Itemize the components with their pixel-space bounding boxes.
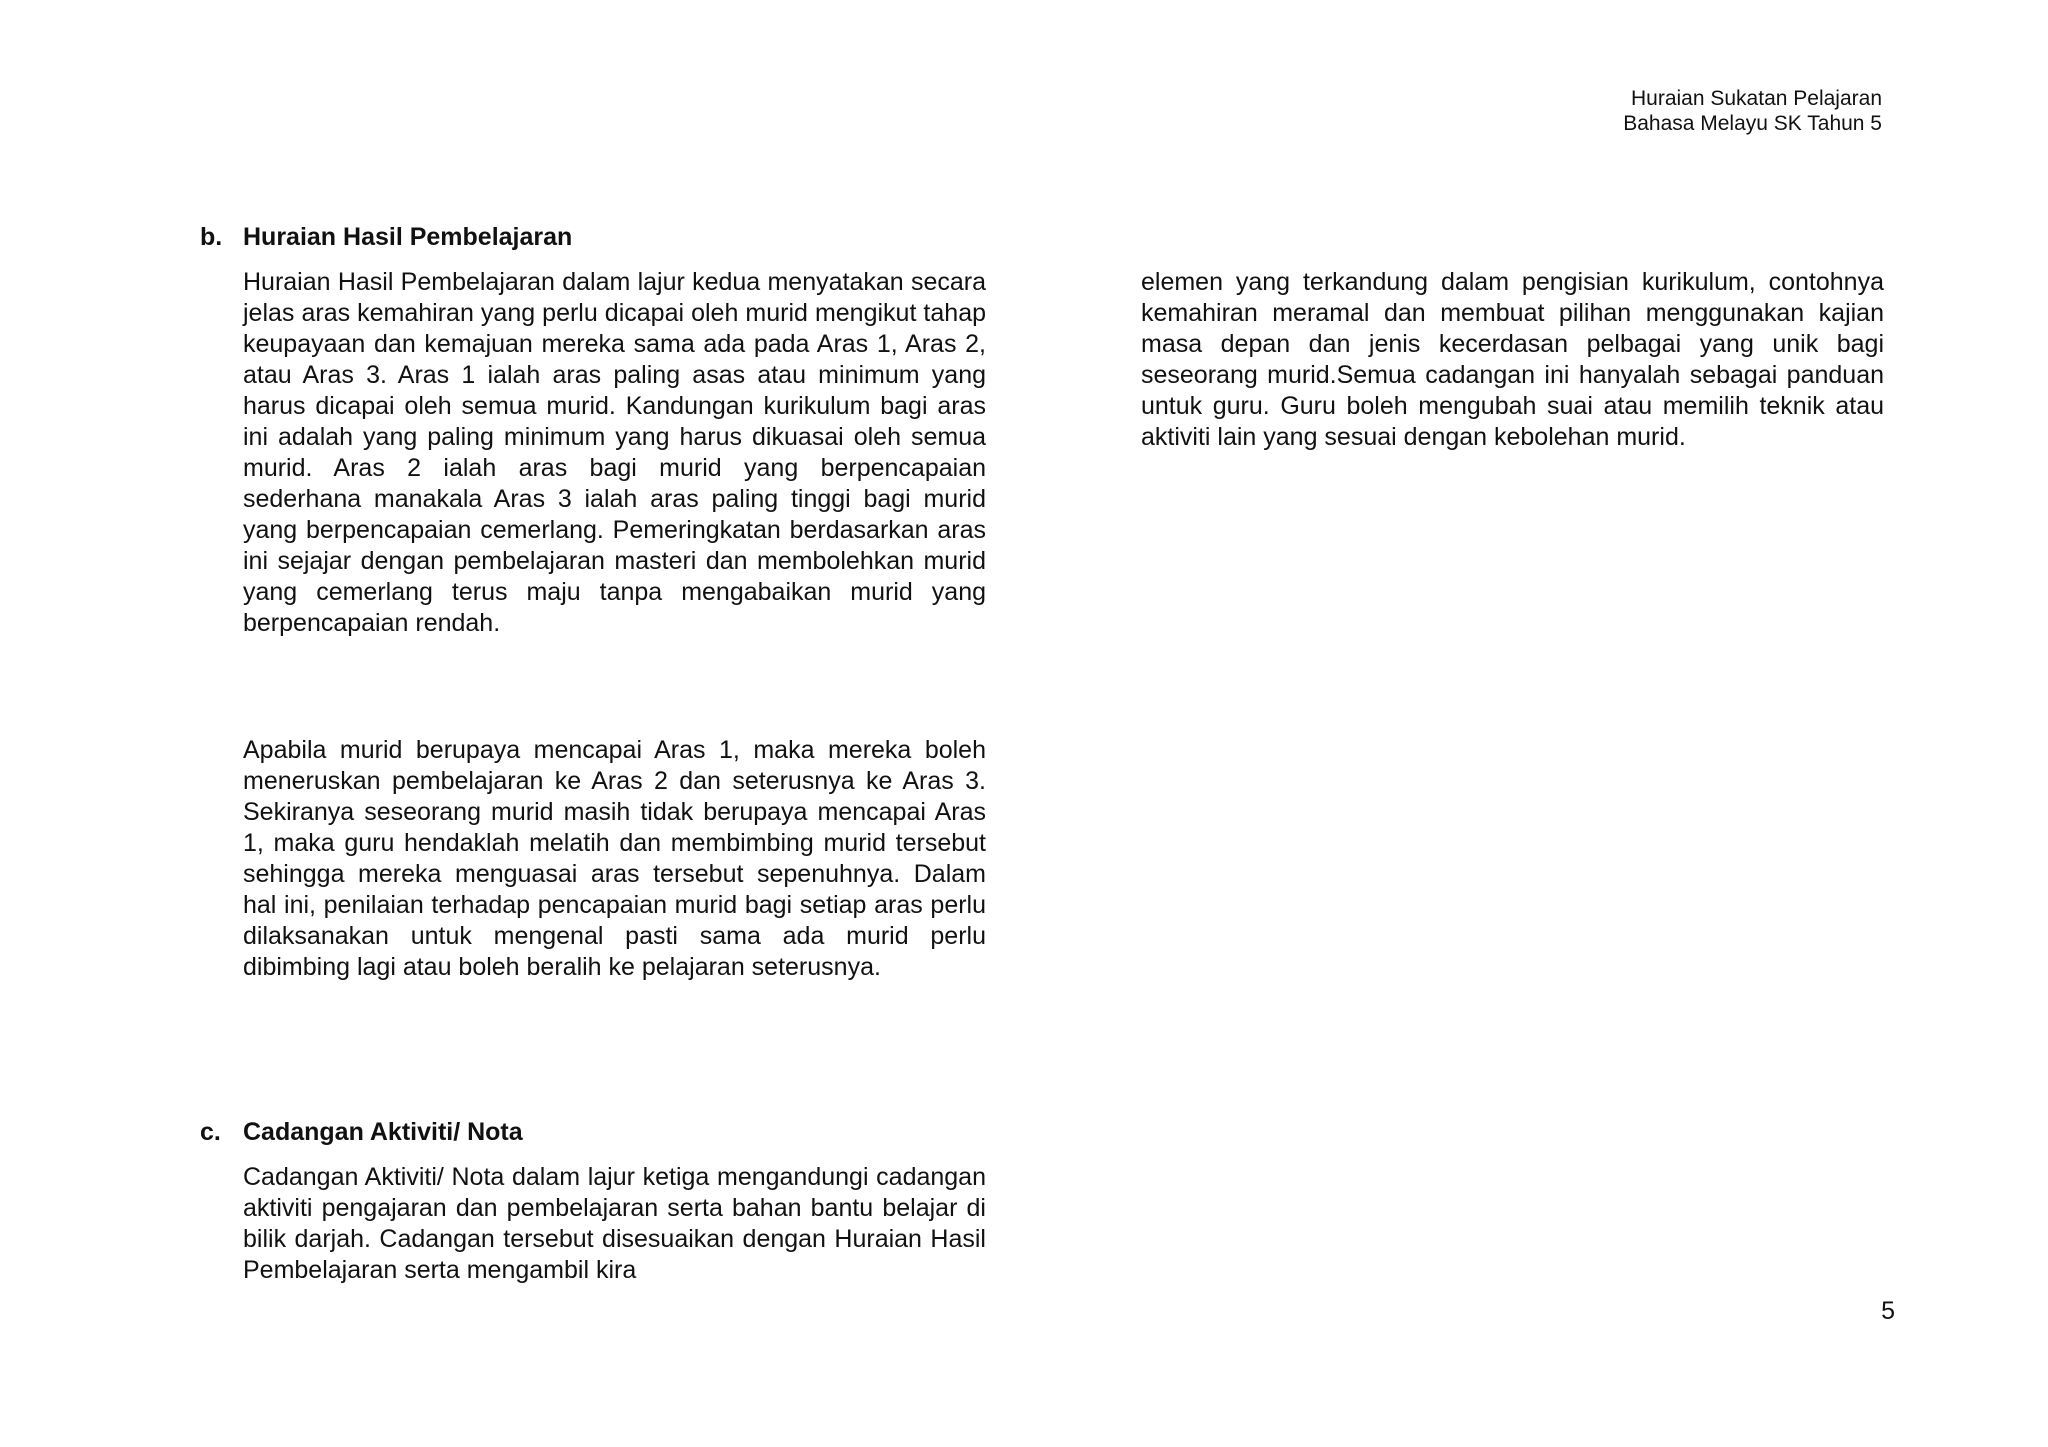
section-c-heading — [200, 1117, 523, 1147]
section-c-title: Cadangan Aktiviti/ Nota — [243, 1118, 523, 1146]
section-b-heading — [200, 222, 572, 252]
section-b-title: Huraian Hasil Pembelajaran — [243, 223, 573, 251]
section-c-marker: c. — [200, 1118, 221, 1146]
section-c-paragraph-1: Cadangan Aktiviti/ Nota dalam lajur ketiga mengandungi cadangan aktiviti pengajaran dan pembelajaran serta bahan bantu belajar di bilik darjah. Cadangan tersebut disesuaikan dengan Huraian Hasil Pembelajaran serta mengambil kira — [243, 1163, 986, 1284]
header-subtitle: Bahasa Melayu SK Tahun 5 — [1623, 112, 1882, 135]
section-b-marker: b. — [200, 223, 223, 251]
header-title: Huraian Sukatan Pelajaran — [1631, 87, 1882, 110]
running-header — [1623, 86, 1882, 136]
page-number: 5 — [1881, 1297, 1895, 1325]
section-b-paragraph-2: Apabila murid berupaya mencapai Aras 1, maka mereka boleh meneruskan pembelajaran ke Aras 2 dan seterusnya ke Aras 3. Sekiranya seseorang murid masih tidak berupaya mencapai Aras 1, maka guru hendaklah melatih dan membimbing murid tersebut sehingga mereka menguasai aras tersebut sepenuhnya. Dalam hal ini, penilaian terhadap pencapaian murid bagi setiap aras perlu dilaksanakan untuk mengenal pasti sama ada murid perlu dibimbing lagi atau boleh beralih ke pelajaran seterusnya. — [243, 736, 986, 981]
section-b-paragraph-1: Huraian Hasil Pembelajaran dalam lajur kedua menyatakan secara jelas aras kemahiran yang perlu dicapai oleh murid mengikut tahap keupayaan dan kemajuan mereka sama ada pada Aras 1, Aras 2, atau Aras 3. Aras 1 ialah aras paling asas atau minimum yang harus dicapai oleh semua murid. Kandungan kurikulum bagi aras ini adalah yang paling minimum yang harus dikuasai oleh semua murid. Aras 2 ialah aras bagi murid yang berpencapaian sederhana manakala Aras 3 ialah aras paling tinggi bagi murid yang berpencapaian cemerlang. Pemeringkatan berdasarkan aras ini sejajar dengan pembelajaran masteri dan membolehkan murid yang cemerlang terus maju tanpa mengabaikan murid yang berpencapaian rendah. — [243, 268, 986, 637]
right-column-paragraph: elemen yang terkandung dalam pengisian kurikulum, contohnya kemahiran meramal dan membuat pilihan menggunakan kajian masa depan dan jenis kecerdasan pelbagai yang unik bagi seseorang murid.Semua cadangan ini hanyalah sebagai panduan untuk guru. Guru boleh mengubah suai atau memilih teknik atau aktiviti lain yang sesuai dengan kebolehan murid. — [1141, 268, 1884, 451]
